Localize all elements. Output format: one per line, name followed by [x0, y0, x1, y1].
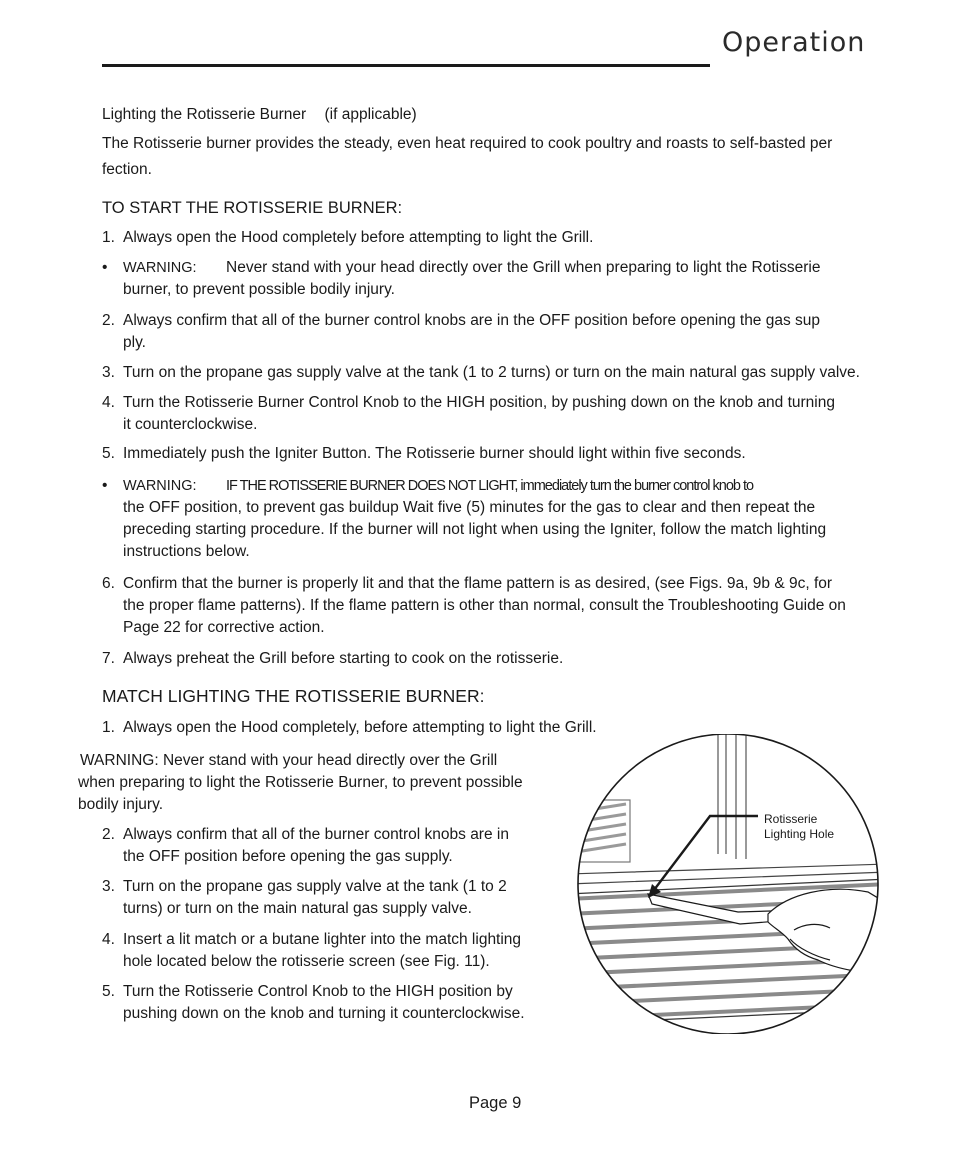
bullet: •: [102, 259, 108, 276]
warning-label: WARNING:: [123, 260, 197, 276]
step-text-line2: hole located below the rotisserie screen (see Fig. 11).: [123, 953, 490, 970]
step-text: Immediately push the Igniter Button. The Rotisserie burner should light within five seconds.: [123, 445, 746, 462]
match-step-2: [102, 824, 572, 868]
match-section-heading: MATCH LIGHTING THE ROTISSERIE BURNER:: [102, 686, 485, 706]
step-text-line1: Turn the Rotisserie Burner Control Knob to the HIGH position, by pushing down on the knob and turning: [123, 394, 835, 411]
step-text-line1: Turn on the propane gas supply valve at the tank (1 to 2: [123, 878, 507, 895]
step-text-line3: Page 22 for corrective action.: [123, 619, 325, 636]
figure-label-line1: Rotisserie: [764, 812, 818, 826]
step-text-line1: Turn the Rotisserie Control Knob to the HIGH position by: [123, 983, 513, 1000]
start-step-1: [102, 227, 922, 249]
grill-illustration: [568, 734, 888, 1034]
step-text-line1: Confirm that the burner is properly lit and that the flame pattern is as desired, (see Figs. 9a, 9b & 9c, for: [123, 575, 833, 592]
step-number: 2.: [102, 826, 115, 843]
page-number: Page 9: [469, 1094, 522, 1112]
step-text: Always open the Hood completely before attempting to light the Grill.: [123, 229, 594, 246]
step-text-line1: Always confirm that all of the burner control knobs are in: [123, 826, 509, 843]
page-title: Operation: [722, 27, 866, 58]
warning-label: WARNING:: [123, 478, 197, 494]
warning-text-line4: instructions below.: [123, 543, 250, 560]
step-text: Always preheat the Grill before starting to cook on the rotisserie.: [123, 650, 564, 667]
step-text-line2: it counterclockwise.: [123, 416, 258, 433]
match-warning-line3: bodily injury.: [78, 796, 164, 813]
step-text-line2: pushing down on the knob and turning it counterclockwise.: [123, 1005, 525, 1022]
start-warning-1: [102, 257, 922, 301]
step-text-line2: ply.: [123, 334, 146, 351]
header-rule: [102, 64, 710, 67]
warning-text-line2: burner, to prevent possible bodily injury.: [123, 281, 395, 298]
lighting-heading-note: (if applicable): [324, 106, 417, 123]
warning-text-line3: preceding starting procedure. If the burner will not light when using the Igniter, follow the match lighting: [123, 521, 827, 538]
match-step-3: [102, 876, 572, 920]
warning-text-line1: Never stand with your head directly over the Grill when preparing to light the Rotisserie: [226, 259, 821, 276]
step-text-line1: Insert a lit match or a butane lighter into the match lighting: [123, 931, 522, 948]
warning-text-line1: IF THE ROTISSERIE BURNER DOES NOT LIGHT, immediately turn the burner control knob to: [226, 478, 754, 494]
start-section-heading: TO START THE ROTISSERIE BURNER:: [102, 199, 403, 217]
step-number: 1.: [102, 229, 115, 246]
step-text-line2: the OFF position before opening the gas supply.: [123, 848, 453, 865]
step-number: 6.: [102, 575, 115, 592]
step-text: Always open the Hood completely, before attempting to light the Grill.: [123, 719, 597, 736]
step-text-line1: Always confirm that all of the burner control knobs are in the OFF position before opening the gas sup: [123, 312, 821, 329]
step-text: Turn on the propane gas supply valve at the tank (1 to 2 turns) or turn on the main natural gas supply valve.: [123, 364, 860, 381]
step-number: 5.: [102, 445, 115, 462]
step-number: 5.: [102, 983, 115, 1000]
step-number: 3.: [102, 364, 115, 381]
warning-text-line2: the OFF position, to prevent gas buildup Wait five (5) minutes for the gas to clear and then repeat the: [123, 499, 816, 516]
match-step-4: [102, 929, 572, 973]
step-text-line2: turns) or turn on the main natural gas supply valve.: [123, 900, 472, 917]
match-warning: [78, 750, 564, 816]
step-number: 4.: [102, 394, 115, 411]
match-step-5: [102, 981, 572, 1025]
step-number: 4.: [102, 931, 115, 948]
step-text-line2: the proper flame patterns). If the flame pattern is other than normal, consult the Troubleshooting Guide on: [123, 597, 846, 614]
match-warning-line2: when preparing to light the Rotisserie Burner, to prevent possible: [78, 774, 523, 791]
rotisserie-lighting-figure: [568, 734, 888, 1034]
start-step-7: [102, 648, 922, 670]
start-step-5: [102, 443, 922, 465]
start-warning-2: [102, 475, 922, 565]
step-number: 7.: [102, 650, 115, 667]
intro-paragraph-line2: fection.: [102, 161, 152, 178]
start-step-2: [102, 310, 922, 354]
section-heading-lighting: [102, 104, 417, 126]
bullet: •: [102, 477, 108, 494]
start-step-3: [102, 362, 922, 384]
start-step-6: [102, 573, 922, 639]
intro-paragraph-line1: The Rotisserie burner provides the steady, even heat required to cook poultry and roasts to self-basted per: [102, 135, 833, 152]
step-number: 2.: [102, 312, 115, 329]
figure-label: [764, 812, 834, 842]
match-warning-line1: WARNING: Never stand with your head directly over the Grill: [80, 752, 498, 769]
step-number: 1.: [102, 719, 115, 736]
figure-label-line2: Lighting Hole: [764, 827, 835, 841]
lighting-heading: Lighting the Rotisserie Burner: [102, 106, 307, 123]
start-step-4: [102, 392, 922, 436]
step-number: 3.: [102, 878, 115, 895]
